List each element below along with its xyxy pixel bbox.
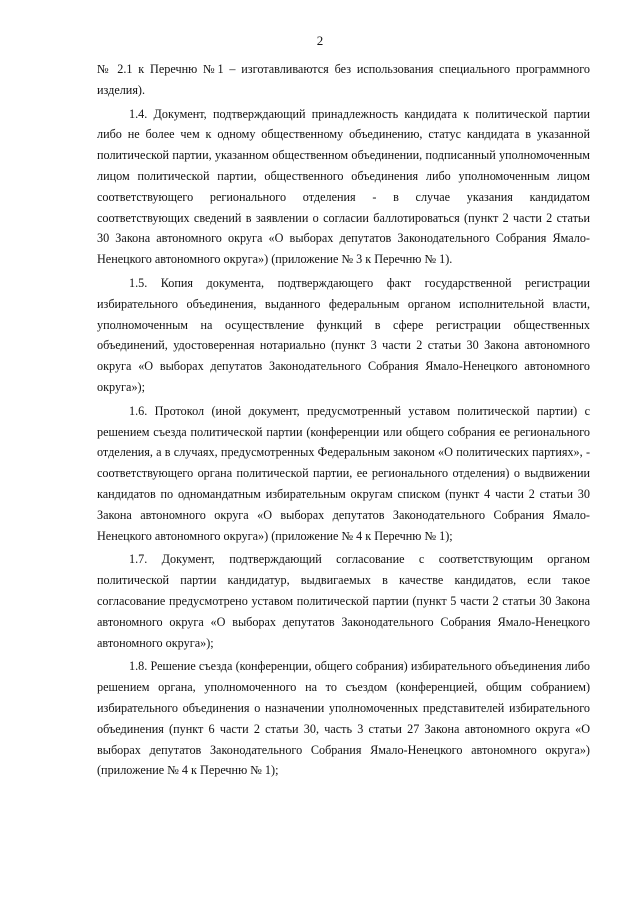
paragraph-1-5: 1.5. Копия документа, подтверждающего факт государственной регистрации избирательного объединения, выданного федеральным органом исполнительной власти, уполномоченным на осуществление функций в сфере регистрации общественных объединений, удостоверенная нотариально (пункт 3 части 2 статьи 30 Закона автономного округа «О выборах депутатов Законодательного Собрания Ямало-Ненецкого автономного округа»); [97, 275, 590, 394]
paragraph-continuation: № 2.1 к Перечню №1 – изготавливаются без использования специального программного изделия). [97, 62, 590, 97]
paragraph-1-7: 1.7. Документ, подтверждающий согласование с соответствующим органом политической партии кандидатур, выдвигаемых в качестве кандидатов, если такое согласование предусмотрено уставом политической партии (пункт 5 части 2 статьи 30 Закона автономного округа «О выборах депутатов Законодательного Собрания Ямало-Ненецкого автономного округа»); [97, 552, 590, 650]
paragraph-1-8: 1.8. Решение съезда (конференции, общего собрания) избирательного объединения либо решением органа, уполномоченного на то съездом (конференцией, общим собранием) избирательного объединения о назначении уполномоченных представителей избирательного объединения (пункт 6 части 2 статьи 30, часть 3 статьи 27 Закона автономного округа «О выборах депутатов Законодательного Собрания Ямало-Ненецкого автономного округа») (приложение № 4 к Перечню № 1); [97, 659, 590, 778]
document-body [97, 59, 590, 781]
paragraph-1-6: 1.6. Протокол (иной документ, предусмотренный уставом политической партии) с решением съезда политической партии (конференции или общего собрания ее регионального отделения, а в случаях, предусмотренных Федеральным законом «О политических партиях», - соответствующего органа политической партии, ее регионального отделения) о выдвижении кандидатов по одномандатным избирательным округам списком (пункт 4 части 2 статьи 30 Закона автономного округа «О выборах депутатов Законодательного Собрания Ямало-Ненецкого автономного округа») (приложение № 4 к Перечню № 1); [97, 403, 590, 543]
page-number: 2 [316, 33, 324, 48]
paragraph-1-4: 1.4. Документ, подтверждающий принадлежность кандидата к политической партии либо не более чем к одному общественному объединению, статус кандидата в указанной политической партии, указанном общественном объединении, подписанный уполномоченным лицом политической партии, общественного объединения либо уполномоченным лицом соответствующего регионального отделения - в случае указания кандидатом соответствующих сведений в заявлении о согласии баллотироваться (пункт 2 части 2 статьи 30 Закона автономного округа «О выборах депутатов Законодательного Собрания Ямало-Ненецкого автономного округа») (приложение № 3 к Перечню № 1). [97, 106, 590, 267]
